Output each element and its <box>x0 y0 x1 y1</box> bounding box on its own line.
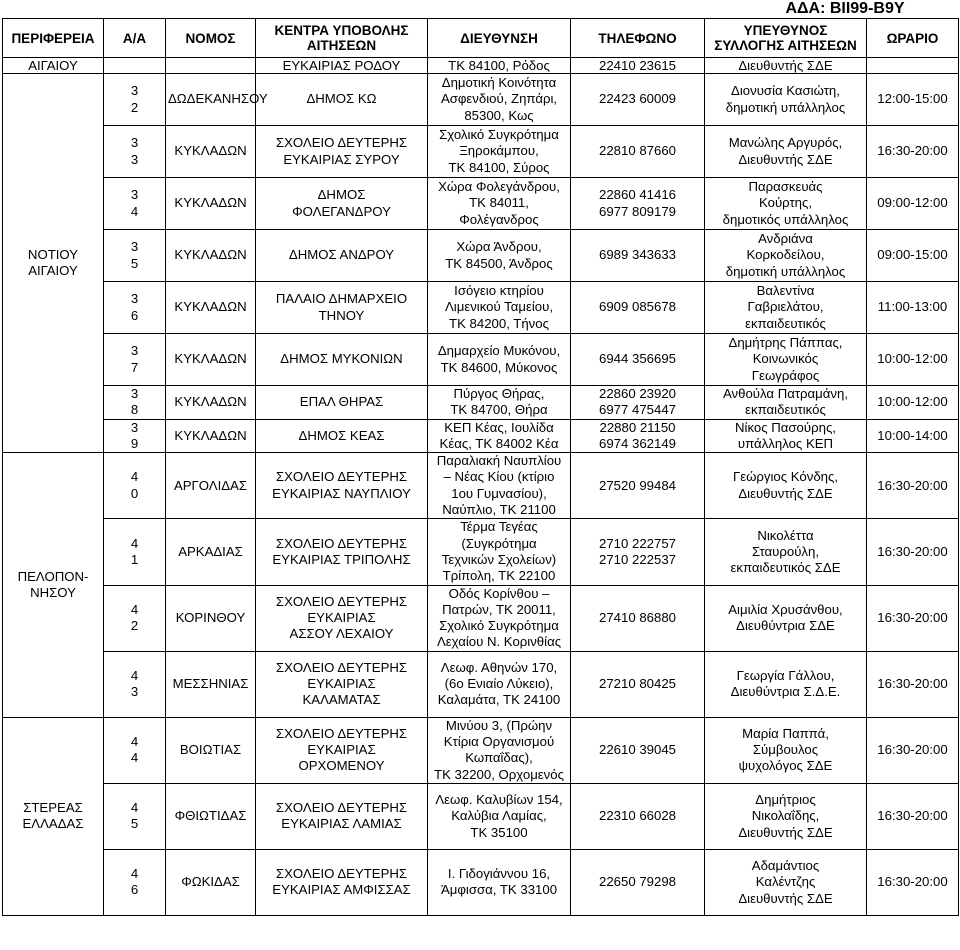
table-row <box>3 178 959 230</box>
table-row <box>3 717 959 783</box>
table-row <box>3 453 959 519</box>
nomos-cell: ΜΕΣΣΗΝΙΑΣ <box>166 651 256 717</box>
ypefthynos-cell: Γεώργιος Κόνδης, Διευθυντής ΣΔΕ <box>705 453 867 519</box>
tilefono-cell: 22860 41416 6977 809179 <box>571 178 705 230</box>
nomos-cell: ΚΥΚΛΑΔΩΝ <box>166 126 256 178</box>
header-aa: Α/Α <box>104 19 166 58</box>
header-ypefthynos: ΥΠΕΥΘΥΝΟΣ ΣΥΛΛΟΓΗΣ ΑΙΤΗΣΕΩΝ <box>705 19 867 58</box>
orario-cell: 10:00-14:00 <box>867 419 959 453</box>
tilefono-cell: 22880 21150 6974 362149 <box>571 419 705 453</box>
ypefthynos-cell: Παρασκευάς Κούρτης, δημοτικός υπάλληλος <box>705 178 867 230</box>
ypefthynos-cell: Γεωργία Γάλλου, Διευθύντρια Σ.Δ.Ε. <box>705 651 867 717</box>
dieuthinsi-cell: Λεωφ. Αθηνών 170, (6ο Ενιαίο Λύκειο), Καλαμάτα, ΤΚ 24100 <box>428 651 571 717</box>
nomos-cell: ΚΥΚΛΑΔΩΝ <box>166 282 256 334</box>
header-kentra: ΚΕΝΤΡΑ ΥΠΟΒΟΛΗΣ ΑΙΤΗΣΕΩΝ <box>256 19 428 58</box>
tilefono-cell: 22860 23920 6977 475447 <box>571 386 705 420</box>
header-tilefono: ΤΗΛΕΦΩΝΟ <box>571 19 705 58</box>
ypefthynos-cell: Νίκος Πασούρης, υπάλληλος ΚΕΠ <box>705 419 867 453</box>
dieuthinsi-cell: Σχολικό Συγκρότημα Ξηροκάμπου, ΤΚ 84100, Σύρος <box>428 126 571 178</box>
aa-cell: 4 5 <box>104 783 166 849</box>
orario-cell: 16:30-20:00 <box>867 717 959 783</box>
kentro-cell: ΣΧΟΛΕΙΟ ΔΕΥΤΕΡΗΣ ΕΥΚΑΙΡΙΑΣ ΑΜΦΙΣΣΑΣ <box>256 849 428 915</box>
nomos-cell: ΚΥΚΛΑΔΩΝ <box>166 230 256 282</box>
nomos-cell: ΚΥΚΛΑΔΩΝ <box>166 334 256 386</box>
kentro-cell: ΣΧΟΛΕΙΟ ΔΕΥΤΕΡΗΣ ΕΥΚΑΙΡΙΑΣ ΟΡΧΟΜΕΝΟΥ <box>256 717 428 783</box>
aa-cell: 4 0 <box>104 453 166 519</box>
table-row <box>3 282 959 334</box>
dieuthinsi-cell: Ι. Γιδογιάννου 16, Άμφισσα, ΤΚ 33100 <box>428 849 571 915</box>
aa-cell: 4 4 <box>104 717 166 783</box>
kentro-cell: ΔΗΜΟΣ ΦΟΛΕΓΑΝΔΡΟΥ <box>256 178 428 230</box>
header-orario: ΩΡΑΡΙΟ <box>867 19 959 58</box>
nomos-cell: ΑΡΓΟΛΙΔΑΣ <box>166 453 256 519</box>
orario-cell: 16:30-20:00 <box>867 783 959 849</box>
aa-cell: 4 1 <box>104 519 166 585</box>
nomos-cell: ΚΥΚΛΑΔΩΝ <box>166 178 256 230</box>
orario-cell: 16:30-20:00 <box>867 126 959 178</box>
ypefthynos-cell: Βαλεντίνα Γαβριελάτου, εκπαιδευτικός <box>705 282 867 334</box>
ypefthynos-cell: Δημήτριος Νικολαΐδης, Διευθυντής ΣΔΕ <box>705 783 867 849</box>
dieuthinsi-cell: Δημαρχείο Μυκόνου, ΤΚ 84600, Μύκονος <box>428 334 571 386</box>
aigaiou-row <box>3 58 959 74</box>
ypefthynos-cell: Νικολέττα Σταυρούλη, εκπαιδευτικός ΣΔΕ <box>705 519 867 585</box>
kentro-cell: ΔΗΜΟΣ ΑΝΔΡΟΥ <box>256 230 428 282</box>
tilefono-cell: 22423 60009 <box>571 74 705 126</box>
dieuthinsi-cell: Ισόγειο κτηρίου Λιμενικού Ταμείου, ΤΚ 84200, Τήνος <box>428 282 571 334</box>
ypefthynos-cell: Δημήτρης Πάππας, Κοινωνικός Γεωγράφος <box>705 334 867 386</box>
table-row <box>3 783 959 849</box>
aa-cell: 4 3 <box>104 651 166 717</box>
orario-cell: 16:30-20:00 <box>867 453 959 519</box>
aa-cell: 4 6 <box>104 849 166 915</box>
table-row <box>3 126 959 178</box>
tilefono-cell: 6944 356695 <box>571 334 705 386</box>
nomos-cell: ΦΘΙΩΤΙΔΑΣ <box>166 783 256 849</box>
dieuthinsi-cell: Λεωφ. Καλυβίων 154, Καλύβια Λαμίας, ΤΚ 35100 <box>428 783 571 849</box>
nomos-cell: ΚΥΚΛΑΔΩΝ <box>166 386 256 420</box>
nomos-cell: ΒΟΙΩΤΙΑΣ <box>166 717 256 783</box>
dieuthinsi-cell: Χώρα Φολεγάνδρου, ΤΚ 84011, Φολέγανδρος <box>428 178 571 230</box>
aa-cell: 3 7 <box>104 334 166 386</box>
kentro-cell: ΣΧΟΛΕΙΟ ΔΕΥΤΕΡΗΣ ΕΥΚΑΙΡΙΑΣ ΛΑΜΙΑΣ <box>256 783 428 849</box>
table-row <box>3 386 959 420</box>
dieuthinsi-cell: Τέρμα Τεγέας (Συγκρότημα Τεχνικών Σχολείων) Τρίπολη, ΤΚ 22100 <box>428 519 571 585</box>
aa-cell: 3 2 <box>104 74 166 126</box>
kentro-cell: ΣΧΟΛΕΙΟ ΔΕΥΤΕΡΗΣ ΕΥΚΑΙΡΙΑΣ ΚΑΛΑΜΑΤΑΣ <box>256 651 428 717</box>
aa-cell: 3 5 <box>104 230 166 282</box>
dieuthinsi-cell: Πύργος Θήρας, ΤΚ 84700, Θήρα <box>428 386 571 420</box>
tilefono-cell: 2710 222757 2710 222537 <box>571 519 705 585</box>
header-nomos: ΝΟΜΟΣ <box>166 19 256 58</box>
region-cell: ΠΕΛΟΠΟΝ- ΝΗΣΟΥ <box>3 453 104 718</box>
kentro-cell: ΣΧΟΛΕΙΟ ΔΕΥΤΕΡΗΣ ΕΥΚΑΙΡΙΑΣ ΝΑΥΠΛΙΟΥ <box>256 453 428 519</box>
orario-cell: 16:30-20:00 <box>867 651 959 717</box>
nomos-cell: ΑΡΚΑΔΙΑΣ <box>166 519 256 585</box>
kentro-cell: ΠΑΛΑΙΟ ΔΗΜΑΡΧΕΙΟ ΤΗΝΟΥ <box>256 282 428 334</box>
nomos-cell: ΚΟΡΙΝΘΟΥ <box>166 585 256 651</box>
tilefono-cell: 22810 87660 <box>571 126 705 178</box>
table-row <box>3 651 959 717</box>
aa-cell: 3 4 <box>104 178 166 230</box>
table-row <box>3 519 959 585</box>
ypefthynos-cell: Μανώλης Αργυρός, Διευθυντής ΣΔΕ <box>705 126 867 178</box>
dieuthinsi-cell: Παραλιακή Ναυπλίου – Νέας Κίου (κτίριο 1ου Γυμνασίου), Ναύπλιο, ΤΚ 21100 <box>428 453 571 519</box>
aa-cell: 3 8 <box>104 386 166 420</box>
header-row <box>3 19 959 58</box>
table-row <box>3 849 959 915</box>
aa-cell: 4 2 <box>104 585 166 651</box>
orario-cell: 09:00-15:00 <box>867 230 959 282</box>
table-row <box>3 419 959 453</box>
centers-table <box>2 18 959 916</box>
table-row <box>3 585 959 651</box>
table-row <box>3 334 959 386</box>
tilefono-cell: 22610 39045 <box>571 717 705 783</box>
ypefthynos-cell: Ανθούλα Πατραμάνη, εκπαιδευτικός <box>705 386 867 420</box>
tilefono-cell: 22650 79298 <box>571 849 705 915</box>
dieuthinsi-cell: ΚΕΠ Κέας, Ιουλίδα Κέας, ΤΚ 84002 Κέα <box>428 419 571 453</box>
tilefono-cell: 27520 99484 <box>571 453 705 519</box>
tilefono-cell: 27410 86880 <box>571 585 705 651</box>
nomos-cell: ΦΩΚΙΔΑΣ <box>166 849 256 915</box>
header-dieuthinsi: ΔΙΕΥΘΥΝΣΗ <box>428 19 571 58</box>
dieuthinsi-cell: Μινύου 3, (Πρώην Κτίρια Οργανισμού Κωπαΐδας), ΤΚ 32200, Ορχομενός <box>428 717 571 783</box>
aigaiou-tilefono: 22410 23615 <box>571 58 705 74</box>
region-cell: ΣΤΕΡΕΑΣ ΕΛΛΑΔΑΣ <box>3 717 104 915</box>
nomos-cell: ΔΩΔΕΚΑΝΗΣΟΥ <box>166 74 256 126</box>
aigaiou-region: ΑΙΓΑΙΟΥ <box>3 58 104 74</box>
nomos-cell: ΚΥΚΛΑΔΩΝ <box>166 419 256 453</box>
ypefthynos-cell: Ανδριάνα Κορκοδείλου, δημοτική υπάλληλος <box>705 230 867 282</box>
orario-cell: 16:30-20:00 <box>867 849 959 915</box>
kentro-cell: ΣΧΟΛΕΙΟ ΔΕΥΤΕΡΗΣ ΕΥΚΑΙΡΙΑΣ ΣΥΡΟΥ <box>256 126 428 178</box>
kentro-cell: ΣΧΟΛΕΙΟ ΔΕΥΤΕΡΗΣ ΕΥΚΑΙΡΙΑΣ ΑΣΣΟΥ ΛΕΧΑΙΟΥ <box>256 585 428 651</box>
kentro-cell: ΔΗΜΟΣ ΜΥΚΟΝΙΩΝ <box>256 334 428 386</box>
ypefthynos-cell: Αιμιλία Χρυσάνθου, Διευθύντρια ΣΔΕ <box>705 585 867 651</box>
ada-label: ΑΔΑ: ΒΙΙ99-Β9Υ <box>785 0 905 17</box>
orario-cell: 12:00-15:00 <box>867 74 959 126</box>
orario-cell: 16:30-20:00 <box>867 585 959 651</box>
orario-cell: 10:00-12:00 <box>867 386 959 420</box>
header-perifereia: ΠΕΡΙΦΕΡΕΙΑ <box>3 19 104 58</box>
ypefthynos-cell: Διονυσία Κασιώτη, δημοτική υπάλληλος <box>705 74 867 126</box>
aigaiou-kentro: ΕΥΚΑΙΡΙΑΣ ΡΟΔΟΥ <box>256 58 428 74</box>
orario-cell: 11:00-13:00 <box>867 282 959 334</box>
tilefono-cell: 27210 80425 <box>571 651 705 717</box>
aa-cell: 3 3 <box>104 126 166 178</box>
dieuthinsi-cell: Οδός Κορίνθου – Πατρών, ΤΚ 20011, Σχολικό Συγκρότημα Λεχαίου Ν. Κορινθίας <box>428 585 571 651</box>
tilefono-cell: 22310 66028 <box>571 783 705 849</box>
table-row <box>3 74 959 126</box>
dieuthinsi-cell: Δημοτική Κοινότητα Ασφενδιού, Ζηπάρι, 85300, Κως <box>428 74 571 126</box>
aigaiou-ypefthynos: Διευθυντής ΣΔΕ <box>705 58 867 74</box>
tilefono-cell: 6989 343633 <box>571 230 705 282</box>
orario-cell: 09:00-12:00 <box>867 178 959 230</box>
kentro-cell: ΕΠΑΛ ΘΗΡΑΣ <box>256 386 428 420</box>
kentro-cell: ΔΗΜΟΣ ΚΕΑΣ <box>256 419 428 453</box>
kentro-cell: ΣΧΟΛΕΙΟ ΔΕΥΤΕΡΗΣ ΕΥΚΑΙΡΙΑΣ ΤΡΙΠΟΛΗΣ <box>256 519 428 585</box>
ypefthynos-cell: Μαρία Παππά, Σύμβουλος ψυχολόγος ΣΔΕ <box>705 717 867 783</box>
aa-cell: 3 9 <box>104 419 166 453</box>
region-cell: ΝΟΤΙΟΥ ΑΙΓΑΙΟΥ <box>3 74 104 453</box>
orario-cell: 10:00-12:00 <box>867 334 959 386</box>
table-row <box>3 230 959 282</box>
ypefthynos-cell: Αδαμάντιος Καλέντζης Διευθυντής ΣΔΕ <box>705 849 867 915</box>
kentro-cell: ΔΗΜΟΣ ΚΩ <box>256 74 428 126</box>
orario-cell: 16:30-20:00 <box>867 519 959 585</box>
aa-cell: 3 6 <box>104 282 166 334</box>
dieuthinsi-cell: Χώρα Άνδρου, ΤΚ 84500, Άνδρος <box>428 230 571 282</box>
tilefono-cell: 6909 085678 <box>571 282 705 334</box>
aigaiou-dieuthinsi: ΤΚ 84100, Ρόδος <box>428 58 571 74</box>
